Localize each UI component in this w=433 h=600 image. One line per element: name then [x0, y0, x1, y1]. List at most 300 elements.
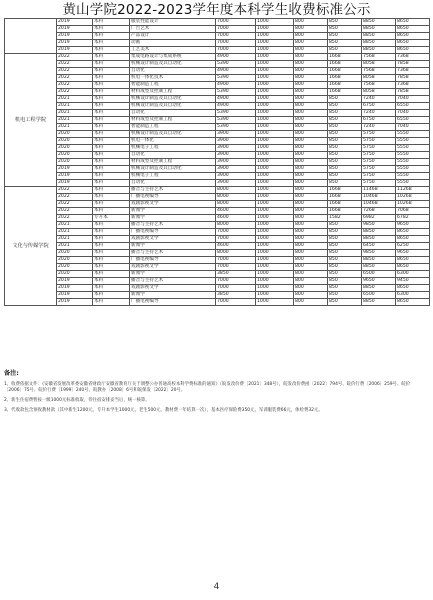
table-cell: 智能制造工程 — [130, 124, 216, 131]
table-row — [5, 285, 430, 292]
college-cell: 机电工程学院 — [5, 54, 57, 187]
table-cell: 2021 — [57, 243, 93, 250]
table-cell: 戏剧影视文学 — [130, 201, 216, 208]
table-cell: 4600 — [216, 243, 256, 250]
table-cell: 8000 — [216, 187, 256, 194]
table-cell: 本科 — [93, 152, 130, 159]
table-cell: 850 — [328, 180, 362, 187]
table-cell: 850 — [328, 47, 362, 54]
table-cell: 本科 — [93, 180, 130, 187]
table-cell: 10468 — [362, 201, 396, 208]
table-cell: 1000 — [256, 82, 294, 89]
table-cell: 800 — [294, 285, 328, 292]
table-cell: 850 — [328, 222, 362, 229]
table-cell: 2021 — [57, 236, 93, 243]
table-cell: 机械设计制造及其自动化 — [130, 103, 216, 110]
table-cell: 本科 — [93, 61, 130, 68]
table-cell: 7858 — [396, 61, 430, 68]
table-cell: 1000 — [256, 292, 294, 299]
table-cell: 800 — [294, 145, 328, 152]
table-cell: 800 — [294, 292, 328, 299]
table-cell: 8000 — [216, 201, 256, 208]
table-cell: 1000 — [256, 166, 294, 173]
table-cell: 本科 — [93, 47, 130, 54]
table-cell: 4900 — [216, 82, 256, 89]
table-cell: 自动化 — [130, 68, 216, 75]
table-cell: 10468 — [362, 194, 396, 201]
table-cell: 1000 — [256, 271, 294, 278]
table-cell: 1000 — [256, 110, 294, 117]
table-cell: 850 — [328, 152, 362, 159]
table-cell: 2020 — [57, 250, 93, 257]
table-cell: 2022 — [57, 68, 93, 75]
table-cell: 5550 — [396, 180, 430, 187]
table-row — [5, 138, 430, 145]
table-cell: 1000 — [256, 180, 294, 187]
table-cell: 本科 — [93, 187, 130, 194]
table-cell: 850 — [328, 26, 362, 33]
table-cell: 2020 — [57, 271, 93, 278]
table-cell: 800 — [294, 299, 328, 306]
table-cell: 850 — [328, 103, 362, 110]
table-cell: 8850 — [362, 26, 396, 33]
table-cell: 1000 — [256, 124, 294, 131]
table-cell: 800 — [294, 19, 328, 26]
table-cell: 1000 — [256, 222, 294, 229]
table-cell: 800 — [294, 138, 328, 145]
table-cell: 本科 — [93, 159, 130, 166]
table-cell: 2022 — [57, 75, 93, 82]
note-item: 3、代收款包含预收教材款（其中新生1200元，专升本学生1000元，老生500元，教材费一年结算一次），基本医疗保险费350元，军训服装费66元，体检费32元。 — [4, 408, 323, 413]
table-cell: 850 — [328, 250, 362, 257]
table-row — [5, 278, 430, 285]
table-cell: 本科 — [93, 201, 130, 208]
table-cell: 3900 — [216, 138, 256, 145]
table-cell: 8650 — [396, 33, 430, 40]
table-row — [5, 166, 430, 173]
table-cell: 工艺美术 — [130, 47, 216, 54]
table-cell: 850 — [328, 243, 362, 250]
table-cell: 1668 — [328, 75, 362, 82]
table-row — [5, 180, 430, 187]
table-row — [5, 243, 430, 250]
table-row — [5, 222, 430, 229]
table-cell: 1668 — [328, 201, 362, 208]
table-cell: 机电一体化技术 — [130, 75, 216, 82]
notes-section — [4, 370, 429, 414]
table-cell: 2019 — [57, 285, 93, 292]
table-cell: 850 — [328, 131, 362, 138]
table-cell: 850 — [328, 96, 362, 103]
table-cell: 自动化 — [130, 110, 216, 117]
notes-heading: 备注: — [4, 370, 19, 377]
table-cell: 800 — [294, 243, 328, 250]
table-cell: 本科 — [93, 271, 130, 278]
table-cell: 2022 — [57, 187, 93, 194]
table-cell: 7368 — [396, 54, 430, 61]
table-cell: 智能制造工程 — [130, 82, 216, 89]
table-cell: 1000 — [256, 145, 294, 152]
table-cell: 850 — [328, 299, 362, 306]
table-cell: 800 — [294, 159, 328, 166]
table-cell: 1000 — [256, 215, 294, 222]
table-cell: 7000 — [216, 285, 256, 292]
table-cell: 2021 — [57, 103, 93, 110]
table-cell: 5550 — [396, 166, 430, 173]
table-cell: 5750 — [362, 145, 396, 152]
fee-table — [4, 18, 430, 306]
table-cell: 800 — [294, 250, 328, 257]
table-cell: 800 — [294, 40, 328, 47]
table-cell: 3900 — [216, 145, 256, 152]
table-cell: 850 — [328, 173, 362, 180]
table-cell: 2022 — [57, 54, 93, 61]
table-cell: 5390 — [216, 61, 256, 68]
table-cell: 800 — [294, 54, 328, 61]
table-cell: 7040 — [396, 124, 430, 131]
table-cell: 2019 — [57, 19, 93, 26]
table-cell: 服装性能设计 — [130, 19, 216, 26]
table-cell: 1000 — [256, 75, 294, 82]
table-cell: 9450 — [396, 278, 430, 285]
table-cell: 3900 — [216, 131, 256, 138]
table-cell: 8000 — [216, 250, 256, 257]
table-cell: 3900 — [216, 173, 256, 180]
table-cell: 8850 — [362, 229, 396, 236]
table-cell: 4900 — [216, 96, 256, 103]
table-cell: 850 — [328, 145, 362, 152]
table-cell: 5550 — [396, 145, 430, 152]
table-cell: 集成电路设计与集成系统 — [130, 54, 216, 61]
table-cell: 1000 — [256, 159, 294, 166]
table-cell: 9650 — [396, 250, 430, 257]
table-cell: 7568 — [362, 54, 396, 61]
table-cell: 800 — [294, 152, 328, 159]
table-cell: 1668 — [328, 208, 362, 215]
table-cell: 7240 — [362, 110, 396, 117]
table-cell: 本科 — [93, 173, 130, 180]
table-cell: 6300 — [396, 271, 430, 278]
table-cell: 本科 — [93, 19, 130, 26]
table-cell: 800 — [294, 110, 328, 117]
table-cell: 7858 — [396, 75, 430, 82]
table-row — [5, 236, 430, 243]
table-cell: 1000 — [256, 201, 294, 208]
table-cell: 机械电子工程 — [130, 173, 216, 180]
table-cell: 1000 — [256, 285, 294, 292]
table-cell: 800 — [294, 215, 328, 222]
table-cell: 播音与主持艺术 — [130, 222, 216, 229]
table-cell: 850 — [328, 166, 362, 173]
table-cell: 7268 — [362, 208, 396, 215]
table-cell: 1668 — [328, 82, 362, 89]
table-cell: 7858 — [396, 89, 430, 96]
table-row — [5, 292, 430, 299]
table-cell: 2021 — [57, 222, 93, 229]
table-cell: 800 — [294, 96, 328, 103]
table-cell: 戏剧影视文学 — [130, 236, 216, 243]
table-cell: 7068 — [396, 208, 430, 215]
table-cell: 自动化 — [130, 180, 216, 187]
table-cell: 1000 — [256, 208, 294, 215]
table-row — [5, 131, 430, 138]
table-cell: 1000 — [256, 299, 294, 306]
table-cell: 5750 — [362, 131, 396, 138]
table-cell: 7000 — [216, 236, 256, 243]
table-cell: 7240 — [362, 96, 396, 103]
table-cell: 2022 — [57, 194, 93, 201]
table-cell: 本科 — [93, 54, 130, 61]
table-cell: 2019 — [57, 299, 93, 306]
table-cell: 3850 — [216, 292, 256, 299]
table-cell: 850 — [328, 278, 362, 285]
table-cell: 机械设计制造及其自动化 — [130, 131, 216, 138]
table-cell: 8650 — [396, 47, 430, 54]
table-cell: 5550 — [396, 138, 430, 145]
table-cell: 3900 — [216, 166, 256, 173]
table-cell: 800 — [294, 61, 328, 68]
table-cell: 800 — [294, 82, 328, 89]
table-cell: 850 — [328, 40, 362, 47]
table-cell: 850 — [328, 264, 362, 271]
table-cell: 800 — [294, 271, 328, 278]
table-cell: 5390 — [216, 89, 256, 96]
table-cell: 广播电视编导 — [130, 257, 216, 264]
table-cell: 8850 — [362, 33, 396, 40]
table-cell: 本科 — [93, 292, 130, 299]
table-cell: 2020 — [57, 152, 93, 159]
table-cell: 6750 — [362, 117, 396, 124]
table-cell: 2020 — [57, 145, 93, 152]
table-cell: 本科 — [93, 103, 130, 110]
table-cell: 800 — [294, 131, 328, 138]
table-row — [5, 68, 430, 75]
table-row — [5, 152, 430, 159]
table-row — [5, 145, 430, 152]
table-cell: 2019 — [57, 180, 93, 187]
table-cell: 10268 — [396, 194, 430, 201]
table-row — [5, 26, 430, 33]
table-cell: 1000 — [256, 138, 294, 145]
table-cell: 7240 — [362, 124, 396, 131]
table-cell: 本科 — [93, 264, 130, 271]
table-cell: 本科 — [93, 236, 130, 243]
table-row — [5, 215, 430, 222]
table-cell: 850 — [328, 292, 362, 299]
table-cell: 2021 — [57, 117, 93, 124]
table-cell: 6300 — [396, 292, 430, 299]
table-cell: 7000 — [216, 278, 256, 285]
table-cell: 5750 — [362, 173, 396, 180]
table-cell: 4600 — [216, 215, 256, 222]
table-cell: 5390 — [216, 117, 256, 124]
table-row — [5, 208, 430, 215]
table-cell: 1000 — [256, 236, 294, 243]
table-cell: 1668 — [328, 61, 362, 68]
table-cell: 850 — [328, 33, 362, 40]
note-item: 2、新生住宿费暂按一级1000元标准收取，待住宿安排妥当后，统一核算。 — [4, 398, 150, 403]
table-cell: 2020 — [57, 264, 93, 271]
table-cell: 800 — [294, 264, 328, 271]
table-cell: 1000 — [256, 187, 294, 194]
table-row — [5, 103, 430, 110]
table-cell: 2019 — [57, 47, 93, 54]
table-cell: 自动化 — [130, 152, 216, 159]
table-row — [5, 47, 430, 54]
table-cell: 1668 — [328, 68, 362, 75]
table-cell: 800 — [294, 194, 328, 201]
table-cell: 6782 — [396, 215, 430, 222]
table-cell: 2019 — [57, 292, 93, 299]
table-cell: 2019 — [57, 173, 93, 180]
table-cell: 本科 — [93, 96, 130, 103]
table-cell: 机械电子工程 — [130, 145, 216, 152]
table-cell: 播音与主持艺术 — [130, 187, 216, 194]
table-cell: 800 — [294, 68, 328, 75]
table-cell: 6250 — [396, 243, 430, 250]
table-cell: 新闻学 — [130, 208, 216, 215]
table-cell: 本科 — [93, 131, 130, 138]
table-row — [5, 187, 430, 194]
table-cell: 7000 — [216, 264, 256, 271]
table-cell: 1000 — [256, 257, 294, 264]
table-cell: 1668 — [328, 89, 362, 96]
table-row — [5, 124, 430, 131]
table-cell: 850 — [328, 159, 362, 166]
table-cell: 8850 — [362, 264, 396, 271]
table-cell: 11268 — [396, 187, 430, 194]
table-cell: 2020 — [57, 159, 93, 166]
table-cell: 本科 — [93, 110, 130, 117]
table-cell: 4900 — [216, 54, 256, 61]
table-cell: 11468 — [362, 187, 396, 194]
table-cell: 本科 — [93, 26, 130, 33]
table-cell: 800 — [294, 236, 328, 243]
table-row — [5, 82, 430, 89]
table-cell: 1000 — [256, 103, 294, 110]
table-cell: 8058 — [362, 89, 396, 96]
table-cell: 广告艺术 — [130, 26, 216, 33]
table-cell: 1000 — [256, 194, 294, 201]
table-cell: 6982 — [362, 215, 396, 222]
table-row — [5, 159, 430, 166]
table-cell: 本科 — [93, 229, 130, 236]
table-cell: 9650 — [362, 278, 396, 285]
table-cell: 7568 — [362, 68, 396, 75]
table-cell: 8650 — [396, 19, 430, 26]
table-cell: 1000 — [256, 68, 294, 75]
table-row — [5, 229, 430, 236]
table-cell: 7000 — [216, 229, 256, 236]
table-cell: 800 — [294, 229, 328, 236]
table-cell: 播音与主持艺术 — [130, 250, 216, 257]
table-row — [5, 33, 430, 40]
table-cell: 5750 — [362, 138, 396, 145]
table-cell: 10268 — [396, 201, 430, 208]
table-cell: 7000 — [216, 299, 256, 306]
table-cell: 5390 — [216, 124, 256, 131]
table-cell: 800 — [294, 124, 328, 131]
table-cell: 9850 — [362, 222, 396, 229]
table-row — [5, 117, 430, 124]
table-cell: 新闻学 — [130, 292, 216, 299]
college-cell: 文化与传媒学院 — [5, 187, 57, 306]
table-cell: 广播电视编导 — [130, 194, 216, 201]
table-cell: 1000 — [256, 250, 294, 257]
table-cell: 1582 — [328, 215, 362, 222]
table-row — [5, 173, 430, 180]
table-row — [5, 96, 430, 103]
table-cell: 1000 — [256, 173, 294, 180]
table-cell: 9650 — [396, 222, 430, 229]
table-cell: 本科 — [93, 117, 130, 124]
table-cell: 戏剧影视文学 — [130, 264, 216, 271]
table-cell: 2020 — [57, 131, 93, 138]
table-cell: 动画 — [130, 40, 216, 47]
table-cell: 3900 — [216, 152, 256, 159]
table-cell: 本科 — [93, 68, 130, 75]
table-cell: 2021 — [57, 96, 93, 103]
table-cell: 2020 — [57, 257, 93, 264]
table-cell: 8650 — [396, 26, 430, 33]
table-cell: 850 — [328, 271, 362, 278]
table-row — [5, 264, 430, 271]
table-cell: 850 — [328, 124, 362, 131]
table-row — [5, 75, 430, 82]
table-cell: 800 — [294, 173, 328, 180]
table-cell: 4900 — [216, 103, 256, 110]
table-cell: 本科 — [93, 145, 130, 152]
table-cell: 850 — [328, 236, 362, 243]
table-cell: 本科 — [93, 166, 130, 173]
table-cell: 7000 — [216, 257, 256, 264]
table-cell: 本科 — [93, 222, 130, 229]
table-cell: 播音与主持艺术 — [130, 278, 216, 285]
table-cell: 6500 — [362, 292, 396, 299]
table-cell: 8650 — [396, 257, 430, 264]
page-number: 4 — [213, 582, 220, 592]
table-cell: 1668 — [328, 194, 362, 201]
table-cell: 7000 — [216, 40, 256, 47]
table-cell: 8850 — [362, 285, 396, 292]
table-cell: 7368 — [396, 68, 430, 75]
table-cell: 5750 — [362, 152, 396, 159]
table-cell: 1000 — [256, 229, 294, 236]
table-cell: 7568 — [362, 82, 396, 89]
table-cell: 2019 — [57, 26, 93, 33]
table-cell: 800 — [294, 201, 328, 208]
table-cell: 1000 — [256, 26, 294, 33]
table-cell: 1000 — [256, 47, 294, 54]
table-cell: 850 — [328, 117, 362, 124]
table-cell: 8058 — [362, 75, 396, 82]
table-cell: 本科 — [93, 138, 130, 145]
table-cell: 8850 — [362, 257, 396, 264]
table-cell: 本科 — [93, 208, 130, 215]
table-cell: 7368 — [396, 82, 430, 89]
table-cell: 本科 — [93, 278, 130, 285]
table-cell: 1000 — [256, 19, 294, 26]
table-cell: 850 — [328, 110, 362, 117]
table-cell: 3900 — [216, 159, 256, 166]
table-cell: 2021 — [57, 229, 93, 236]
table-cell: 2022 — [57, 215, 93, 222]
table-cell: 1000 — [256, 131, 294, 138]
table-cell: 800 — [294, 278, 328, 285]
table-cell: 2019 — [57, 33, 93, 40]
table-cell: 8000 — [216, 194, 256, 201]
table-cell: 戏剧影视文学 — [130, 285, 216, 292]
